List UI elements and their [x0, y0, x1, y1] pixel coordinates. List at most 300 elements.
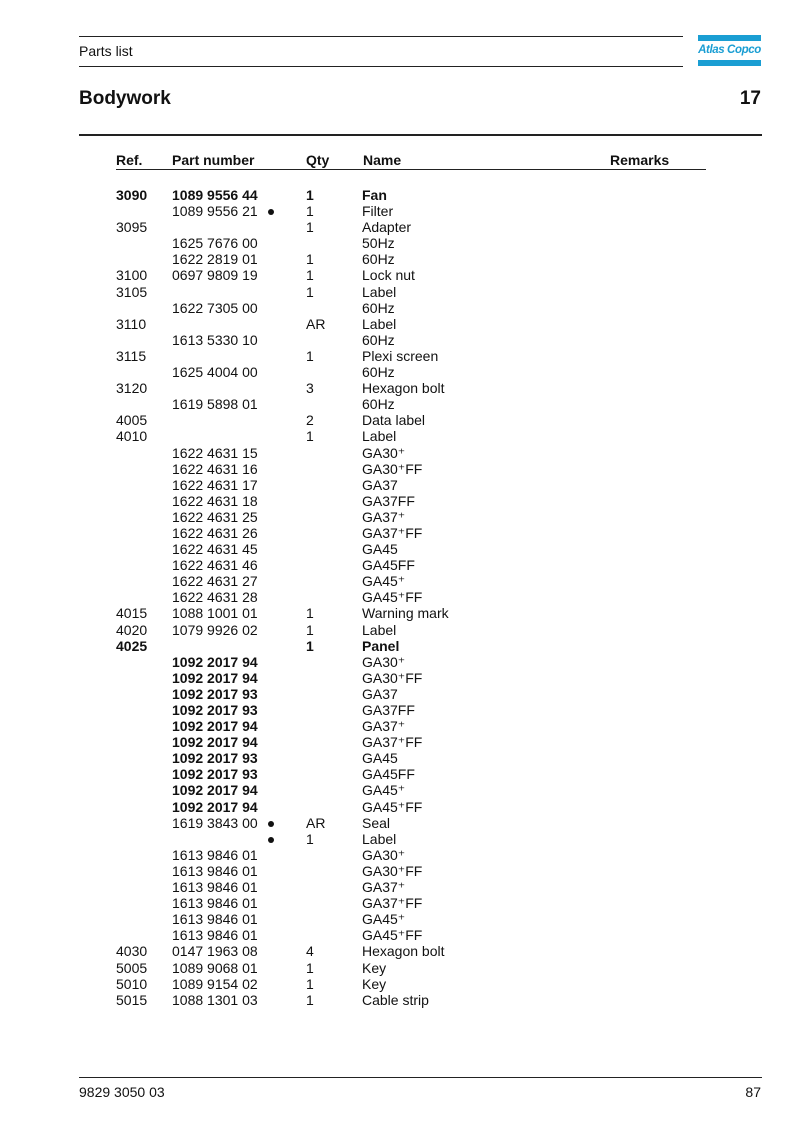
table-row — [116, 815, 562, 831]
row-name: GA30⁺ — [362, 846, 406, 863]
row-name: GA37 — [362, 685, 398, 702]
row-qty — [306, 493, 362, 509]
row-ref — [116, 670, 172, 686]
row-part-number: 1089 9556 21 — [172, 203, 258, 220]
table-row — [116, 300, 562, 316]
table-row — [116, 284, 562, 300]
row-name: Key — [362, 975, 387, 992]
row-qty: 1 — [306, 605, 314, 622]
row-part-number: 1088 1301 03 — [172, 991, 258, 1008]
row-name: Label — [362, 621, 397, 638]
row-qty: 1 — [306, 959, 314, 976]
row-bullet — [268, 332, 306, 348]
table-row — [116, 364, 562, 380]
row-part-number — [172, 412, 268, 428]
row-name: GA37⁺ — [362, 508, 406, 525]
row-part-number: 1619 3843 00 — [172, 814, 258, 831]
row-part-number: 1092 2017 93 — [172, 702, 258, 718]
row-part-number — [172, 348, 268, 364]
section-title: Bodywork — [79, 88, 171, 109]
row-ref — [116, 557, 172, 573]
row-ref — [116, 734, 172, 750]
table-row — [116, 525, 562, 541]
table-row — [116, 766, 562, 782]
header-rule-top — [79, 36, 683, 37]
row-qty — [306, 541, 362, 557]
row-qty — [306, 702, 362, 718]
row-ref — [116, 686, 172, 702]
row-bullet — [268, 831, 306, 847]
row-part-number — [172, 428, 268, 444]
row-bullet — [268, 525, 306, 541]
table-row — [116, 638, 562, 654]
doc-number: 9829 3050 03 — [79, 1084, 165, 1100]
row-part-number: 1622 4631 28 — [172, 589, 258, 606]
row-bullet — [268, 638, 306, 654]
row-part-number: 1613 9846 01 — [172, 927, 258, 944]
row-qty — [306, 557, 362, 573]
row-name: GA45⁺ — [362, 911, 406, 928]
row-bullet — [268, 702, 306, 718]
row-part-number: 1622 4631 26 — [172, 524, 258, 541]
row-ref: 3115 — [116, 347, 147, 364]
row-name: Label — [362, 830, 397, 847]
bullet-icon — [268, 209, 274, 215]
row-ref — [116, 589, 172, 605]
row-bullet — [268, 960, 306, 976]
row-name: Plexi screen — [362, 347, 439, 364]
row-qty: AR — [306, 814, 326, 831]
row-qty: 2 — [306, 412, 314, 429]
row-name: Warning mark — [362, 605, 449, 622]
row-part-number: 1622 4631 25 — [172, 508, 258, 525]
row-bullet — [268, 863, 306, 879]
parts-table — [116, 187, 562, 1008]
page-number: 87 — [745, 1084, 761, 1100]
row-bullet — [268, 412, 306, 428]
row-ref — [116, 927, 172, 943]
row-bullet — [268, 686, 306, 702]
table-row — [116, 509, 562, 525]
row-ref — [116, 493, 172, 509]
row-qty — [306, 364, 362, 380]
row-qty: 4 — [306, 943, 314, 960]
table-row — [116, 380, 562, 396]
row-qty — [306, 927, 362, 943]
logo-text: Atlas Copco — [698, 44, 761, 56]
row-part-number: 1089 9068 01 — [172, 959, 258, 976]
row-part-number: 1092 2017 94 — [172, 718, 258, 735]
row-name: Filter — [362, 203, 394, 220]
table-row — [116, 557, 562, 573]
column-header-rule — [116, 169, 706, 170]
row-name: GA45 — [362, 750, 398, 767]
table-row — [116, 782, 562, 798]
row-qty — [306, 750, 362, 766]
col-header-qty: Qty — [306, 152, 330, 168]
table-row — [116, 654, 562, 670]
row-ref: 3095 — [116, 219, 148, 236]
row-name: GA37FF — [362, 492, 415, 509]
row-bullet — [268, 782, 306, 798]
row-ref — [116, 654, 172, 670]
row-part-number: 1092 2017 93 — [172, 685, 258, 702]
row-bullet — [268, 477, 306, 493]
row-name: GA45⁺ — [362, 782, 406, 799]
row-name: Label — [362, 315, 397, 332]
row-bullet — [268, 267, 306, 283]
table-row — [116, 412, 562, 428]
row-part-number: 1622 4631 15 — [172, 444, 258, 461]
row-ref: 4030 — [116, 943, 148, 960]
row-qty — [306, 879, 362, 895]
row-part-number: 1089 9556 44 — [172, 187, 258, 203]
row-ref — [116, 541, 172, 557]
row-part-number: 1622 4631 27 — [172, 573, 258, 590]
row-name: 60Hz — [362, 364, 395, 381]
table-row — [116, 267, 562, 283]
row-ref — [116, 847, 172, 863]
row-name: 60Hz — [362, 331, 395, 348]
row-bullet — [268, 364, 306, 380]
row-name: 60Hz — [362, 396, 395, 413]
row-bullet — [268, 300, 306, 316]
row-qty — [306, 445, 362, 461]
col-header-part-number: Part number — [172, 152, 255, 168]
row-bullet — [268, 815, 306, 831]
row-part-number: 1622 4631 18 — [172, 492, 258, 509]
row-part-number — [172, 219, 268, 235]
row-bullet — [268, 927, 306, 943]
row-qty: 1 — [306, 203, 314, 220]
row-bullet — [268, 348, 306, 364]
table-row — [116, 750, 562, 766]
row-name: GA45⁺FF — [362, 927, 423, 944]
row-ref: 4015 — [116, 605, 148, 622]
row-part-number: 1092 2017 94 — [172, 782, 258, 799]
row-bullet — [268, 396, 306, 412]
table-row — [116, 718, 562, 734]
row-part-number: 1622 4631 16 — [172, 460, 258, 477]
row-bullet — [268, 316, 306, 332]
row-ref — [116, 815, 172, 831]
table-row — [116, 589, 562, 605]
row-qty — [306, 589, 362, 605]
row-part-number: 1092 2017 94 — [172, 653, 258, 670]
row-qty: 3 — [306, 380, 314, 397]
row-bullet — [268, 895, 306, 911]
row-name: GA45⁺FF — [362, 798, 423, 815]
row-part-number: 1092 2017 93 — [172, 750, 258, 767]
table-row — [116, 396, 562, 412]
row-qty — [306, 718, 362, 734]
row-part-number: 1088 1001 01 — [172, 605, 258, 622]
row-part-number: 1622 4631 46 — [172, 557, 258, 574]
table-row — [116, 686, 562, 702]
row-part-number: 1622 7305 00 — [172, 299, 258, 316]
row-name: Hexagon bolt — [362, 380, 445, 397]
row-part-number — [172, 380, 268, 396]
row-bullet — [268, 557, 306, 573]
row-qty — [306, 396, 362, 412]
row-bullet — [268, 911, 306, 927]
table-row — [116, 863, 562, 879]
table-row — [116, 831, 562, 847]
table-row — [116, 541, 562, 557]
row-part-number: 1613 9846 01 — [172, 879, 258, 896]
table-row — [116, 477, 562, 493]
col-header-ref: Ref. — [116, 152, 143, 168]
table-row — [116, 251, 562, 267]
row-part-number — [172, 638, 268, 654]
row-name: Label — [362, 283, 397, 300]
row-bullet — [268, 284, 306, 300]
row-name: GA37 — [362, 476, 398, 493]
row-name: Cable strip — [362, 991, 429, 1008]
table-row — [116, 895, 562, 911]
row-name: 50Hz — [362, 235, 395, 252]
row-qty: 1 — [306, 267, 314, 284]
row-ref: 3105 — [116, 283, 148, 300]
row-ref: 5010 — [116, 975, 148, 992]
row-ref — [116, 750, 172, 766]
row-qty: 1 — [306, 991, 314, 1008]
row-ref — [116, 911, 172, 927]
row-qty — [306, 300, 362, 316]
row-part-number: 1622 2819 01 — [172, 251, 258, 268]
table-row — [116, 622, 562, 638]
table-row — [116, 911, 562, 927]
row-ref — [116, 332, 172, 348]
row-part-number: 1613 9846 01 — [172, 846, 258, 863]
row-name: GA45FF — [362, 557, 415, 574]
row-name: Panel — [362, 637, 400, 654]
section-number: 17 — [739, 88, 761, 109]
row-part-number: 1079 9926 02 — [172, 621, 258, 638]
row-qty — [306, 670, 362, 686]
row-bullet — [268, 445, 306, 461]
row-name: GA37⁺FF — [362, 524, 423, 541]
row-qty: AR — [306, 315, 326, 332]
row-qty — [306, 911, 362, 927]
row-part-number: 1613 9846 01 — [172, 911, 258, 928]
row-bullet — [268, 219, 306, 235]
table-row — [116, 316, 562, 332]
table-row — [116, 879, 562, 895]
row-qty — [306, 766, 362, 782]
row-bullet — [268, 976, 306, 992]
row-bullet — [268, 622, 306, 638]
section-rule — [79, 134, 762, 136]
footer-rule — [79, 1077, 762, 1078]
table-row — [116, 219, 562, 235]
row-bullet — [268, 461, 306, 477]
row-part-number: 1092 2017 94 — [172, 734, 258, 751]
row-name: Adapter — [362, 219, 412, 236]
row-ref — [116, 251, 172, 267]
row-ref — [116, 799, 172, 815]
table-row — [116, 702, 562, 718]
row-ref — [116, 895, 172, 911]
table-row — [116, 847, 562, 863]
row-part-number: 1092 2017 94 — [172, 669, 258, 686]
row-qty — [306, 895, 362, 911]
table-row — [116, 203, 562, 219]
row-ref: 4005 — [116, 412, 148, 429]
row-ref: 3100 — [116, 267, 148, 284]
table-row — [116, 927, 562, 943]
row-name: GA30⁺FF — [362, 669, 423, 686]
row-name: Label — [362, 428, 397, 445]
row-bullet — [268, 605, 306, 621]
row-bullet — [268, 799, 306, 815]
row-ref — [116, 461, 172, 477]
row-bullet — [268, 493, 306, 509]
row-bullet — [268, 670, 306, 686]
row-ref — [116, 445, 172, 461]
row-qty: 1 — [306, 428, 314, 445]
row-name: GA37⁺FF — [362, 895, 423, 912]
row-qty: 1 — [306, 621, 314, 638]
row-name: GA30⁺FF — [362, 460, 423, 477]
row-part-number: 0147 1963 08 — [172, 943, 258, 960]
row-qty: 1 — [306, 219, 314, 236]
row-ref — [116, 782, 172, 798]
row-name: GA45⁺FF — [362, 589, 423, 606]
row-qty: 1 — [306, 830, 314, 847]
row-name: Data label — [362, 412, 426, 429]
row-qty: 1 — [306, 637, 314, 654]
row-bullet — [268, 380, 306, 396]
row-bullet — [268, 428, 306, 444]
row-bullet — [268, 509, 306, 525]
row-ref — [116, 509, 172, 525]
row-name: Seal — [362, 814, 391, 831]
row-bullet — [268, 203, 306, 219]
row-qty — [306, 654, 362, 670]
row-part-number — [172, 316, 268, 332]
row-bullet — [268, 766, 306, 782]
table-row — [116, 445, 562, 461]
row-part-number: 1625 4004 00 — [172, 364, 258, 381]
row-name: GA37⁺ — [362, 718, 406, 735]
table-row — [116, 992, 562, 1008]
row-name: GA30⁺ — [362, 444, 406, 461]
row-qty — [306, 332, 362, 348]
row-qty: 1 — [306, 283, 314, 300]
row-qty — [306, 509, 362, 525]
row-qty: 1 — [306, 187, 314, 203]
table-row — [116, 976, 562, 992]
row-ref — [116, 477, 172, 493]
row-ref — [116, 718, 172, 734]
table-row — [116, 235, 562, 251]
row-name: GA30⁺FF — [362, 862, 423, 879]
table-row — [116, 493, 562, 509]
row-ref — [116, 203, 172, 219]
row-name: GA30⁺ — [362, 653, 406, 670]
atlas-copco-logo — [698, 35, 761, 66]
row-part-number: 1092 2017 94 — [172, 798, 258, 815]
row-bullet — [268, 992, 306, 1008]
row-bullet — [268, 734, 306, 750]
row-part-number: 1619 5898 01 — [172, 396, 258, 413]
row-ref: 3110 — [116, 315, 147, 332]
row-ref — [116, 766, 172, 782]
row-ref — [116, 364, 172, 380]
row-part-number: 1622 4631 45 — [172, 541, 258, 558]
row-qty — [306, 461, 362, 477]
row-name: 60Hz — [362, 299, 395, 316]
row-name: Fan — [362, 187, 387, 203]
row-ref — [116, 396, 172, 412]
row-bullet — [268, 251, 306, 267]
row-ref: 4020 — [116, 621, 148, 638]
table-row — [116, 187, 562, 203]
row-name: GA45 — [362, 541, 398, 558]
row-ref — [116, 879, 172, 895]
row-qty — [306, 686, 362, 702]
row-qty — [306, 782, 362, 798]
row-part-number — [172, 284, 268, 300]
row-part-number: 1613 9846 01 — [172, 895, 258, 912]
table-row — [116, 734, 562, 750]
row-bullet — [268, 589, 306, 605]
table-row — [116, 348, 562, 364]
row-ref — [116, 702, 172, 718]
row-part-number: 1089 9154 02 — [172, 975, 258, 992]
row-part-number: 1622 4631 17 — [172, 476, 258, 493]
row-qty — [306, 235, 362, 251]
row-part-number — [172, 831, 268, 847]
row-name: GA37⁺ — [362, 879, 406, 896]
row-name: Lock nut — [362, 267, 415, 284]
header-label: Parts list — [79, 43, 133, 59]
row-bullet — [268, 187, 306, 203]
row-bullet — [268, 654, 306, 670]
row-ref — [116, 863, 172, 879]
row-name: GA37FF — [362, 702, 415, 718]
row-bullet — [268, 750, 306, 766]
row-part-number: 1613 5330 10 — [172, 331, 258, 348]
table-row — [116, 799, 562, 815]
table-row — [116, 461, 562, 477]
bullet-icon — [268, 837, 274, 843]
row-qty: 1 — [306, 975, 314, 992]
header-rule-bottom — [79, 66, 683, 67]
table-row — [116, 573, 562, 589]
row-qty — [306, 734, 362, 750]
row-ref — [116, 573, 172, 589]
table-row — [116, 428, 562, 444]
row-name: Hexagon bolt — [362, 943, 445, 960]
row-name: GA45⁺ — [362, 573, 406, 590]
row-bullet — [268, 718, 306, 734]
row-ref — [116, 235, 172, 251]
row-name: GA37⁺FF — [362, 734, 423, 751]
row-qty — [306, 799, 362, 815]
row-ref — [116, 300, 172, 316]
row-ref — [116, 525, 172, 541]
row-name: 60Hz — [362, 251, 395, 268]
row-part-number: 0697 9809 19 — [172, 267, 258, 284]
row-bullet — [268, 879, 306, 895]
row-name: GA45FF — [362, 766, 415, 783]
table-row — [116, 943, 562, 959]
row-qty: 1 — [306, 347, 314, 364]
row-name: Key — [362, 959, 387, 976]
row-ref — [116, 831, 172, 847]
